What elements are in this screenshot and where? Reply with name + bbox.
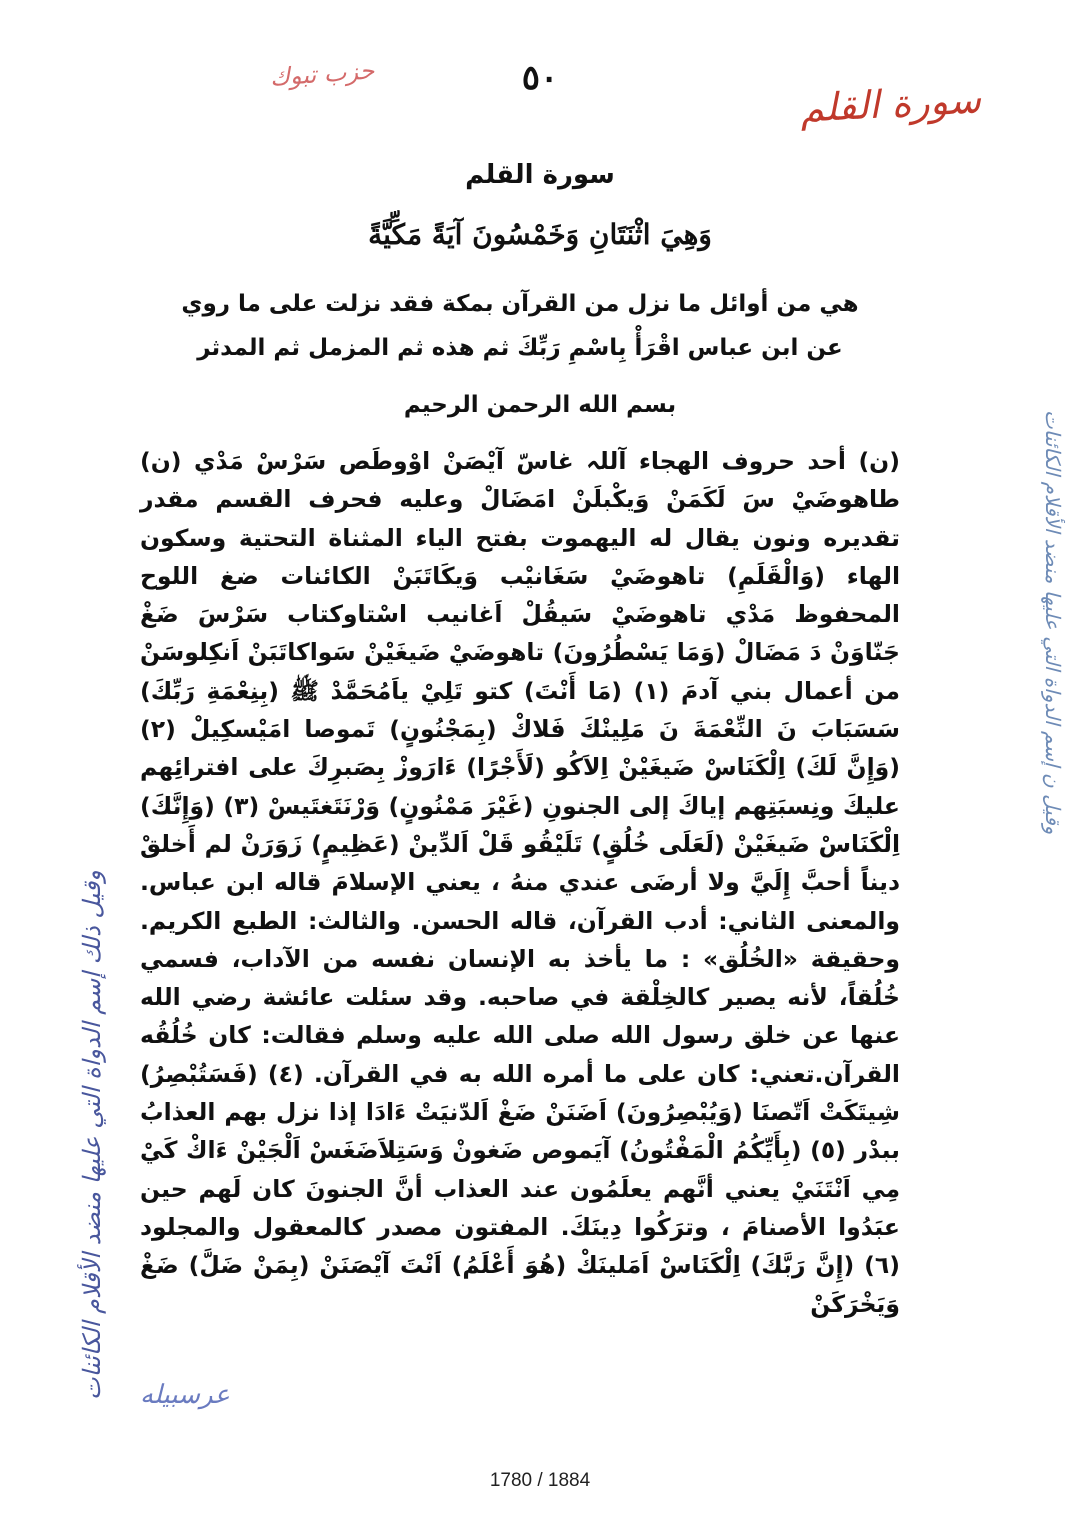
handwritten-note-top-right: سورة القلم [798,77,983,131]
surah-intro: هي من أوائل ما نزل من القرآن بمكة فقد نزلت على ما روي عن ابن عباس اقْرَأْ بِاسْمِ رَبِّكَ ثم هذه ثم المزمل ثم المدثر [181,291,859,361]
surah-subtitle: وَهِيَ اثْنَتَانِ وَخَمْسُونَ آيَةً مَكِّيَّةً [368,218,712,251]
commentary-paragraph: (ن) أحد حروف الهجاء آللہ غاسّ آیْصَنْ اوْوطَص سَرْسْ مَدْي (ن) طاهوضَيْ سَ لَكَمَنْ وَيكْبلَنْ امَضَالْ وعليه فحرف القسم مقدر تقديره ونون يقال له اليهموت بفتح الياء المثناة التحتية وسكون الهاء (وَالْقَلَمِ) تاهوضَيْ سَغَانيْب وَيكَاتَبَنْ الكائنات ضغ اللوح المحفوظ مَدْي تاهوضَيْ سَيقُلْ اَغانيب اسْتاوكتاب سَرْسَ ضَغْ جَنّاوَنْ دَ مَضَالْ (وَمَا يَسْطُرُونَ) تاهوضَيْ ضَيغَيْنْ سَواكاتَبَنْ اَنكِلوسَنْ من أعمال بني آدمَ (١) (مَا أَنْتَ) كتو تَلِيْ ياَمُحَمَّدْ ﷺ (بِنِعْمَةِ رَبِّكَ) سَسَبَابَ نَ النِّعْمَةَ نَ مَلِينْكَ فَلاكْ (بِمَجْنُونٍ) تَموصا امَيْسكِيلْ (٢) (وَإِنَّ لَكَ) اِلْكَنَاسْ ضَيغَيْنْ اِلاَكُو (لَأَجْرًا) ءَارَوزْ بِصَبرِكَ على افترائِهم عليكَ ونِسبَتِهم إياكَ إلى الجنونِ (غَيْرَ مَمْنُونٍ) وَرْنَتَغتَيسْ (٣) (وَإِنَّكَ) اِلْكَنَاسْ ضَيغَيْنْ (لَعَلَى خُلُقٍ) تَلَيْقُو قَلْ اَلدِّينْ (عَظِيمٍ) زَوَرَنْ لم أَخلقْ ديناً أحبَّ إِلَيَّ ولا أرضَى عندي منهُ ، يعني الإسلامَ قاله ابن عباس. والمعنى الثاني: أدب القرآن، قاله الحسن. والثالث: الطبع الكريم. وحقيقة «الخُلُق» : ما يأخذ به الإنسان نفسه من الآداب، فسمي خُلُقاً، لأنه يصير كالخِلْقة في صاحبه. وقد سئلت عائشة رضي الله عنها عن خلق رسول الله صلى الله عليه وسلم فقالت: كان خُلُقُه القرآن.تعني: كان على ما أمره الله به في القرآن. (٤) (فَسَتُبْصِرُ) شِيتَكَتْ اَتّصنَا (وَيُبْصِرُونَ) اَضَنَنْ ضَغْ اَلدّنيَتْ ءَادَا إذا نزل بهم العذابُ ببدْر (٥) (بِأَيِّكُمُ الْمَفْتُونُ) آيَموص ضَغونْ وَسَتِلاَضَغَسْ اَلْجَيْنْ ءَاكْ كَيْ مِي اَنْتَنَيْ يعني أنَّهم يعلَمُون عند العذاب أنَّ الجنونَ كان لَهم حين عبَدُوا الأصنامَ ، وترَكُوا دِينَكَ. المفتون مصدر كالمعقول والمجلود (٦) (إِنَّ رَبَّكَ) اِلْكَنَاسْ اَمَلينَكْ (هُوَ أَعْلَمُ) اَنْتَ آيْصَنَنْ (بِمَنْ ضَلَّ) ضَغْ وَيَخْرَكَنْ [140,447,900,1318]
handwritten-note-top-left: حزب تبوك [269,56,376,92]
handwritten-margin-left: وقيل ذلك إسم الدواة التي عليها منضد الأقلام الكائنات [78,870,106,1400]
handwritten-signature: عرسبيله [140,1380,230,1410]
surah-title: سورة القلم [465,160,615,190]
commentary-body [140,442,900,1323]
basmala: بسم الله الرحمن الرحيم [403,392,677,418]
page-counter: 1780 / 1884 [489,1470,591,1491]
handwritten-margin-right: وقيل ن إسم الدواة التي عليها منضد الأقلام الكائنات [1041,410,1065,835]
page-number: ٥٠ [521,58,559,98]
